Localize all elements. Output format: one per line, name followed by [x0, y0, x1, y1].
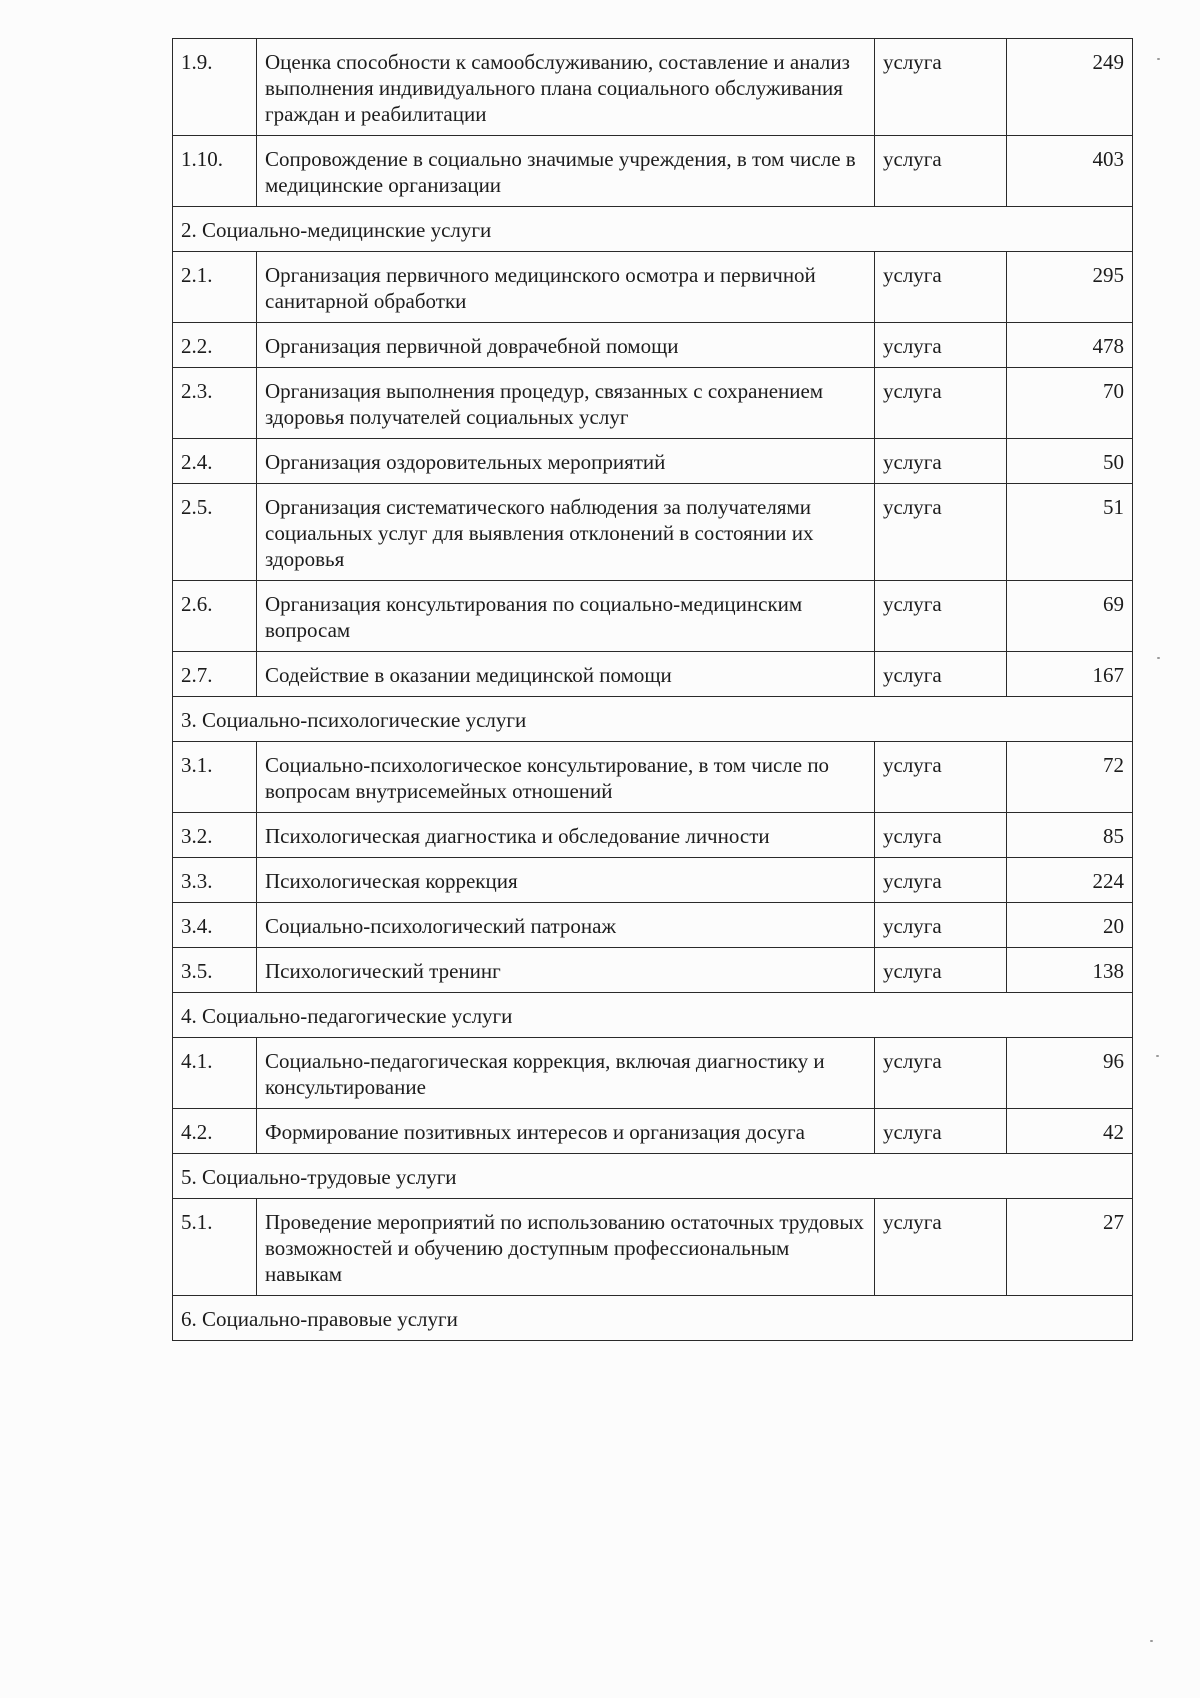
- price-cell: 69: [1007, 581, 1133, 652]
- unit-cell: услуга: [875, 323, 1007, 368]
- unit-cell: услуга: [875, 136, 1007, 207]
- service-name-cell: Социально-психологическое консультирование, в том числе по вопросам внутрисемейных отношений: [257, 742, 875, 813]
- unit-cell: услуга: [875, 652, 1007, 697]
- service-name-cell: Организация выполнения процедур, связанных с сохранением здоровья получателей социальных услуг: [257, 368, 875, 439]
- service-name-cell: Оценка способности к самообслуживанию, составление и анализ выполнения индивидуального плана социального обслуживания граждан и реабилитации: [257, 39, 875, 136]
- table-row: [173, 652, 1133, 697]
- unit-cell: услуга: [875, 1038, 1007, 1109]
- price-cell: 42: [1007, 1109, 1133, 1154]
- unit-cell: услуга: [875, 581, 1007, 652]
- table-row: [173, 252, 1133, 323]
- row-number-cell: 2.6.: [173, 581, 257, 652]
- table-row: [173, 439, 1133, 484]
- table-row: [173, 581, 1133, 652]
- unit-cell: услуга: [875, 439, 1007, 484]
- row-number-cell: 4.1.: [173, 1038, 257, 1109]
- table-row: [173, 1038, 1133, 1109]
- row-number-cell: 5.1.: [173, 1199, 257, 1296]
- price-cell: 70: [1007, 368, 1133, 439]
- row-number-cell: 1.10.: [173, 136, 257, 207]
- unit-cell: услуга: [875, 903, 1007, 948]
- price-cell: 167: [1007, 652, 1133, 697]
- price-cell: 50: [1007, 439, 1133, 484]
- price-cell: 138: [1007, 948, 1133, 993]
- scan-speck: [1157, 657, 1160, 659]
- section-title: 3. Социально-психологические услуги: [173, 697, 1133, 742]
- service-name-cell: Психологическая коррекция: [257, 858, 875, 903]
- table-row: [173, 136, 1133, 207]
- price-cell: 403: [1007, 136, 1133, 207]
- row-number-cell: 2.1.: [173, 252, 257, 323]
- row-number-cell: 2.5.: [173, 484, 257, 581]
- table-body: [173, 39, 1133, 1341]
- row-number-cell: 3.4.: [173, 903, 257, 948]
- row-number-cell: 2.2.: [173, 323, 257, 368]
- section-title: 4. Социально-педагогические услуги: [173, 993, 1133, 1038]
- section-row: [173, 207, 1133, 252]
- row-number-cell: 3.5.: [173, 948, 257, 993]
- unit-cell: услуга: [875, 948, 1007, 993]
- table-row: [173, 742, 1133, 813]
- price-cell: 20: [1007, 903, 1133, 948]
- section-row: [173, 1296, 1133, 1341]
- service-name-cell: Организация первичного медицинского осмотра и первичной санитарной обработки: [257, 252, 875, 323]
- price-cell: 51: [1007, 484, 1133, 581]
- row-number-cell: 2.4.: [173, 439, 257, 484]
- service-name-cell: Формирование позитивных интересов и организация досуга: [257, 1109, 875, 1154]
- table-row: [173, 368, 1133, 439]
- row-number-cell: 3.2.: [173, 813, 257, 858]
- table-row: [173, 484, 1133, 581]
- service-name-cell: Организация первичной доврачебной помощи: [257, 323, 875, 368]
- price-cell: 249: [1007, 39, 1133, 136]
- scan-speck: [1157, 58, 1160, 60]
- section-row: [173, 1154, 1133, 1199]
- table-row: [173, 813, 1133, 858]
- scan-speck: [1150, 1640, 1153, 1642]
- price-cell: 96: [1007, 1038, 1133, 1109]
- service-name-cell: Психологическая диагностика и обследование личности: [257, 813, 875, 858]
- row-number-cell: 3.1.: [173, 742, 257, 813]
- table-row: [173, 323, 1133, 368]
- table-row: [173, 903, 1133, 948]
- unit-cell: услуга: [875, 742, 1007, 813]
- section-title: 6. Социально-правовые услуги: [173, 1296, 1133, 1341]
- service-name-cell: Социально-педагогическая коррекция, включая диагностику и консультирование: [257, 1038, 875, 1109]
- unit-cell: услуга: [875, 484, 1007, 581]
- service-name-cell: Психологический тренинг: [257, 948, 875, 993]
- row-number-cell: 2.7.: [173, 652, 257, 697]
- row-number-cell: 3.3.: [173, 858, 257, 903]
- section-title: 2. Социально-медицинские услуги: [173, 207, 1133, 252]
- price-cell: 27: [1007, 1199, 1133, 1296]
- table-row: [173, 858, 1133, 903]
- row-number-cell: 4.2.: [173, 1109, 257, 1154]
- service-name-cell: Организация оздоровительных мероприятий: [257, 439, 875, 484]
- table-row: [173, 1199, 1133, 1296]
- row-number-cell: 1.9.: [173, 39, 257, 136]
- price-cell: 85: [1007, 813, 1133, 858]
- service-name-cell: Содействие в оказании медицинской помощи: [257, 652, 875, 697]
- unit-cell: услуга: [875, 858, 1007, 903]
- unit-cell: услуга: [875, 1199, 1007, 1296]
- section-row: [173, 993, 1133, 1038]
- unit-cell: услуга: [875, 252, 1007, 323]
- table-row: [173, 1109, 1133, 1154]
- row-number-cell: 2.3.: [173, 368, 257, 439]
- price-cell: 295: [1007, 252, 1133, 323]
- price-cell: 72: [1007, 742, 1133, 813]
- unit-cell: услуга: [875, 368, 1007, 439]
- service-name-cell: Организация систематического наблюдения за получателями социальных услуг для выявления отклонений в состоянии их здоровья: [257, 484, 875, 581]
- service-name-cell: Организация консультирования по социально-медицинским вопросам: [257, 581, 875, 652]
- section-row: [173, 697, 1133, 742]
- unit-cell: услуга: [875, 813, 1007, 858]
- service-name-cell: Сопровождение в социально значимые учреждения, в том числе в медицинские организации: [257, 136, 875, 207]
- service-name-cell: Социально-психологический патронаж: [257, 903, 875, 948]
- unit-cell: услуга: [875, 39, 1007, 136]
- table-row: [173, 39, 1133, 136]
- scan-speck: [1156, 1055, 1159, 1057]
- services-price-table: [172, 38, 1133, 1341]
- unit-cell: услуга: [875, 1109, 1007, 1154]
- price-cell: 224: [1007, 858, 1133, 903]
- price-cell: 478: [1007, 323, 1133, 368]
- service-name-cell: Проведение мероприятий по использованию остаточных трудовых возможностей и обучению доступным профессиональным навыкам: [257, 1199, 875, 1296]
- table-row: [173, 948, 1133, 993]
- section-title: 5. Социально-трудовые услуги: [173, 1154, 1133, 1199]
